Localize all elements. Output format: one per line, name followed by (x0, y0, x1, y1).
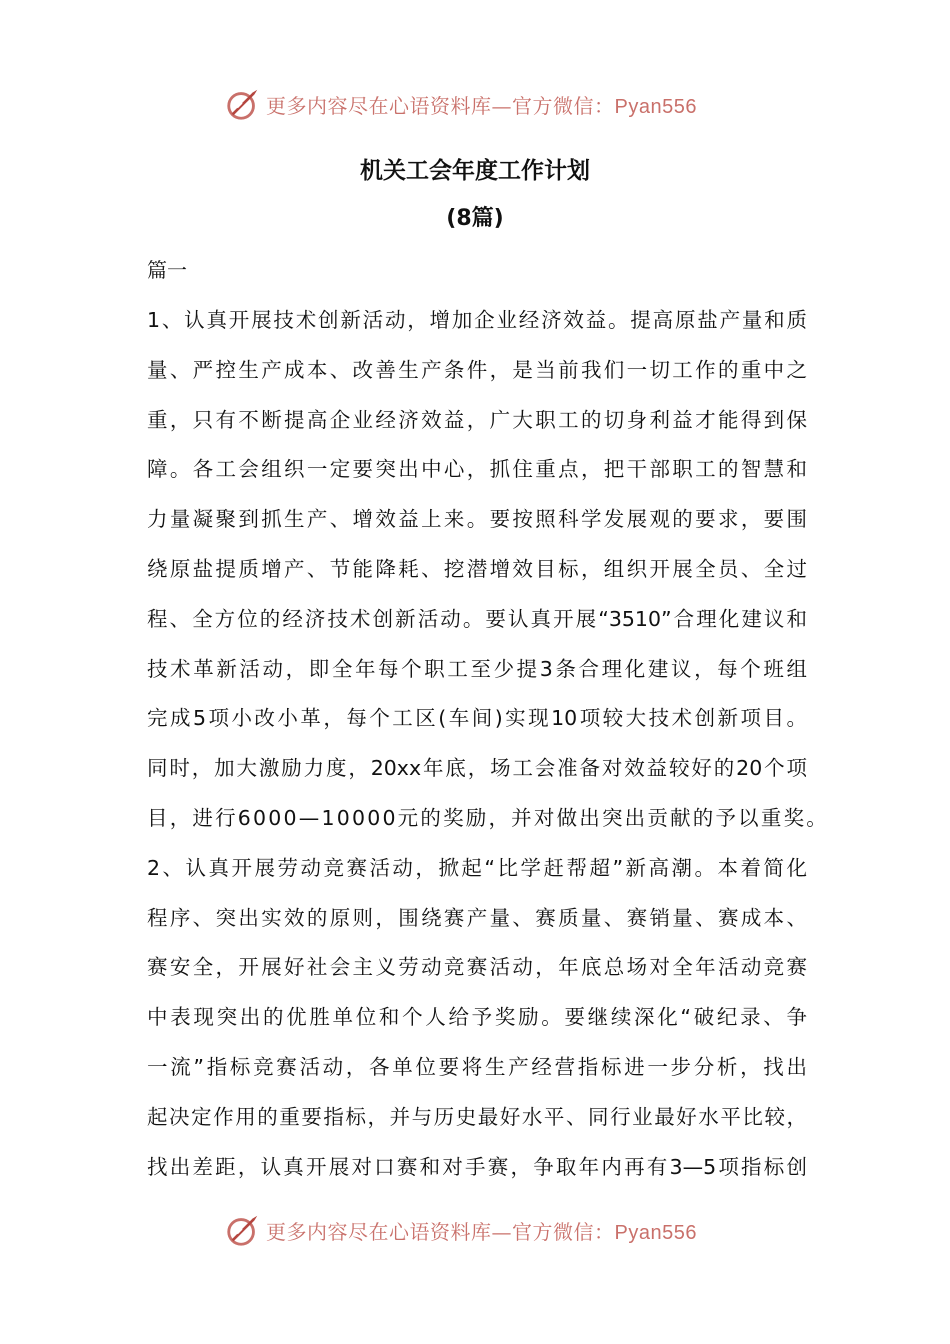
text-line: 绕原盐提质增产、节能降耗、挖潜增效目标，组织开展全员、全过 (147, 556, 807, 581)
text-line: 找出差距，认真开展对口赛和对手赛，争取年内再有3—5项指标创 (147, 1154, 807, 1179)
footer-watermark (224, 1208, 697, 1252)
text-line: 障。各工会组织一定要突出中心，抓住重点，把干部职工的智慧和 (147, 457, 807, 482)
watermark-wechat-id: Pyan556 (614, 1221, 697, 1244)
text-line: 力量凝聚到抓生产、增效益上来。要按照科学发展观的要求，要围 (147, 507, 807, 532)
text-line: 2、认真开展劳动竞赛活动，掀起“比学赶帮超”新高潮。本着简化 (147, 855, 807, 880)
text-line: 中表现突出的优胜单位和个人给予奖励。要继续深化“破纪录、争 (147, 1005, 807, 1030)
text-line: 重，只有不断提高企业经济效益，广大职工的切身利益才能得到保 (147, 407, 807, 432)
watermark-wechat-id: Pyan556 (614, 95, 697, 118)
text-line: 赛安全，开展好社会主义劳动竞赛活动，年底总场对全年活动竞赛 (147, 955, 807, 980)
document-title: 机关工会年度工作计划 (360, 158, 590, 184)
text-line: 完成5项小改小革，每个工区(车间)实现10项较大技术创新项目。 (147, 706, 807, 731)
text-line: 程序、突出实效的原则，围绕赛产量、赛质量、赛销量、赛成本、 (147, 905, 807, 930)
text-line: 1、认真开展技术创新活动，增加企业经济效益。提高原盐产量和质 (147, 308, 807, 332)
text-line: 技术革新活动，即全年每个职工至少提3条合理化建议，每个班组 (147, 656, 807, 681)
text-line: 程、全方位的经济技术创新活动。要认真开展“3510”合理化建议和 (147, 606, 807, 631)
text-line: 一流”指标竞赛活动，各单位要将生产经营指标进一步分析，找出 (147, 1054, 807, 1079)
header-watermark (224, 82, 697, 126)
watermark-text: 更多内容尽在心语资料库—官方微信：Pyan556 (266, 93, 697, 118)
pen-nib-logo-icon (224, 1211, 262, 1249)
section-label: 篇一 (147, 258, 187, 282)
text-line: 同时，加大激励力度，20xx年底，场工会准备对效益较好的20个项 (147, 756, 807, 781)
text-line: 量、严控生产成本、改善生产条件，是当前我们一切工作的重中之 (147, 357, 807, 382)
document-subtitle: (8篇) (446, 206, 504, 231)
text-line: 起决定作用的重要指标，并与历史最好水平、同行业最好水平比较， (147, 1104, 807, 1129)
pen-nib-logo-icon (224, 85, 262, 123)
body-text (147, 296, 829, 1192)
text-line: 目，进行6000—10000元的奖励，并对做出突出贡献的予以重奖。 (147, 805, 829, 830)
watermark-text: 更多内容尽在心语资料库—官方微信：Pyan556 (266, 1219, 697, 1244)
